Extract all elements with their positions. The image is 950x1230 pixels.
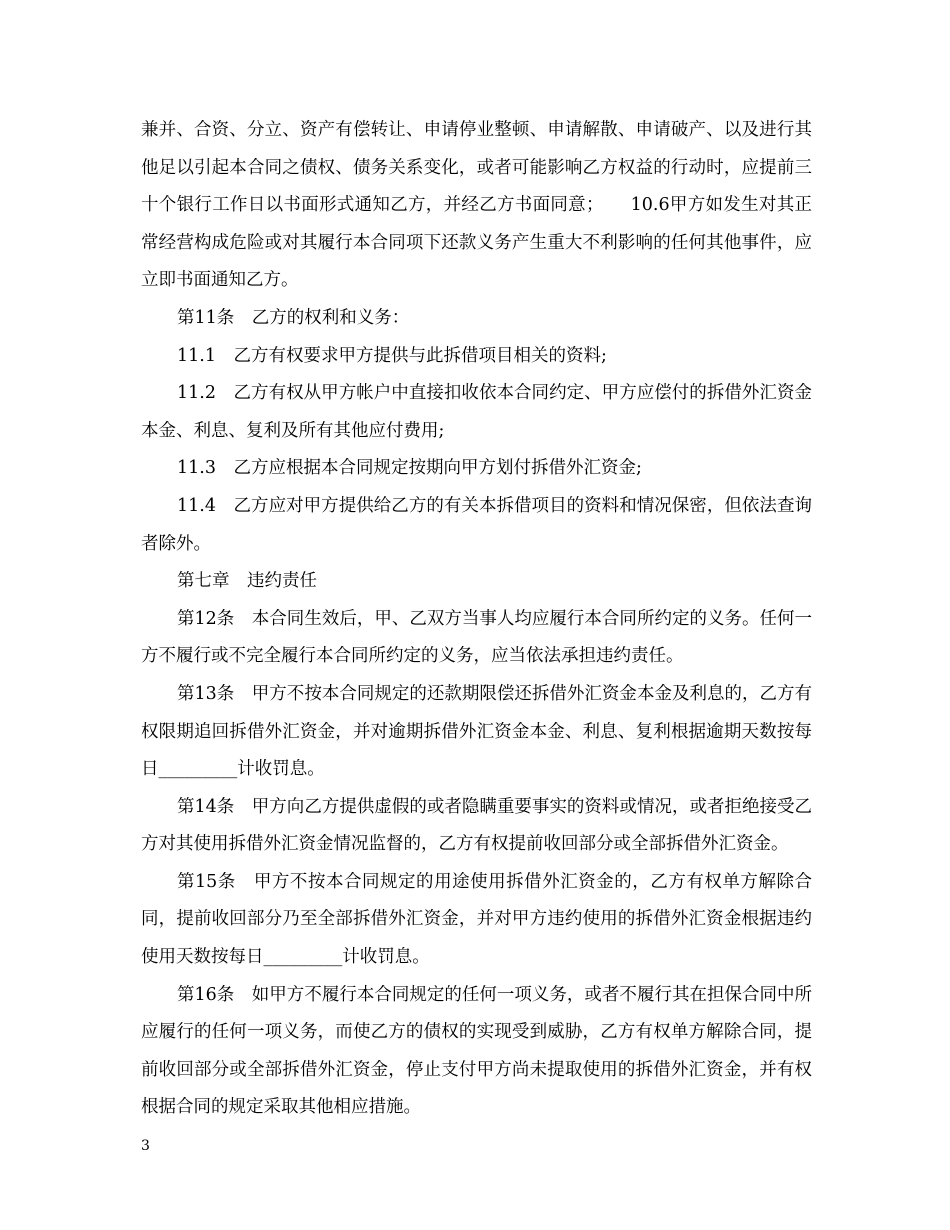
chapter-7-heading: 第七章 违约责任 — [177, 571, 317, 592]
clause-11-2: 11.2 乙方有权从甲方帐户中直接扣收依本合同约定、甲方应偿付的拆借外汇资金本金、利息、复利及所有其他应付费用; — [141, 383, 812, 441]
article-12: 第12条 本合同生效后，甲、乙双方当事人均应履行本合同所约定的义务。任何一方不履行或不完全履行本合同所约定的义务，应当依法承担违约责任。 — [141, 608, 812, 667]
paragraph-continuation: 兼并、合资、分立、资产有偿转让、申请停业整顿、申请解散、申请破产、以及进行其他足以引起本合同之债权、债务关系变化，或者可能影响乙方权益的行动时，应提前三十个银行工作日以书面形式通知乙方，并经乙方书面同意； 10.6甲方如发生对其正常经营构成危险或对其履行本合同项下还款义务产生重大不利影响的任何其他事件，应立即书面通知乙方。 — [141, 120, 812, 291]
clause-11-3: 11.3 乙方应根据本合同规定按期向甲方划付拆借外汇资金; — [177, 458, 642, 479]
article-14: 第14条 甲方向乙方提供虚假的或者隐瞒重要事实的资料或情况，或者拒绝接受乙方对其使用拆借外汇资金情况监督的，乙方有权提前收回部分或全部拆借外汇资金。 — [141, 796, 812, 855]
article-15: 第15条 甲方不按本合同规定的用途使用拆借外汇资金的，乙方有权单方解除合同，提前收回部分乃至全部拆借外汇资金，并对甲方违约使用的拆借外汇资金根据违约使用天数按每日_________计收罚息。 — [141, 871, 812, 968]
article-16: 第16条 如甲方不履行本合同规定的任何一项义务，或者不履行其在担保合同中所应履行的任何一项义务，而使乙方的债权的实现受到威胁，乙方有权单方解除合同，提前收回部分或全部拆借外汇资金，停止支付甲方尚未提取使用的拆借外汇资金，并有权根据合同的规定采取其他相应措施。 — [141, 984, 812, 1118]
clause-11-1: 11.1 乙方有权要求甲方提供与此拆借项目相关的资料; — [177, 345, 607, 366]
article-11-heading: 第11条 乙方的权利和义务： — [177, 307, 410, 328]
page-number: 3 — [141, 1138, 150, 1154]
article-13: 第13条 甲方不按本合同规定的还款期限偿还拆借外汇资金本金及利息的，乙方有权限期追回拆借外汇资金，并对逾期拆借外汇资金本金、利息、复利根据逾期天数按每日_________计收罚息。 — [141, 683, 812, 780]
document-body — [141, 112, 812, 1127]
clause-11-4: 11.4 乙方应对甲方提供给乙方的有关本拆借项目的资料和情况保密，但依法查询者除外。 — [141, 495, 812, 554]
